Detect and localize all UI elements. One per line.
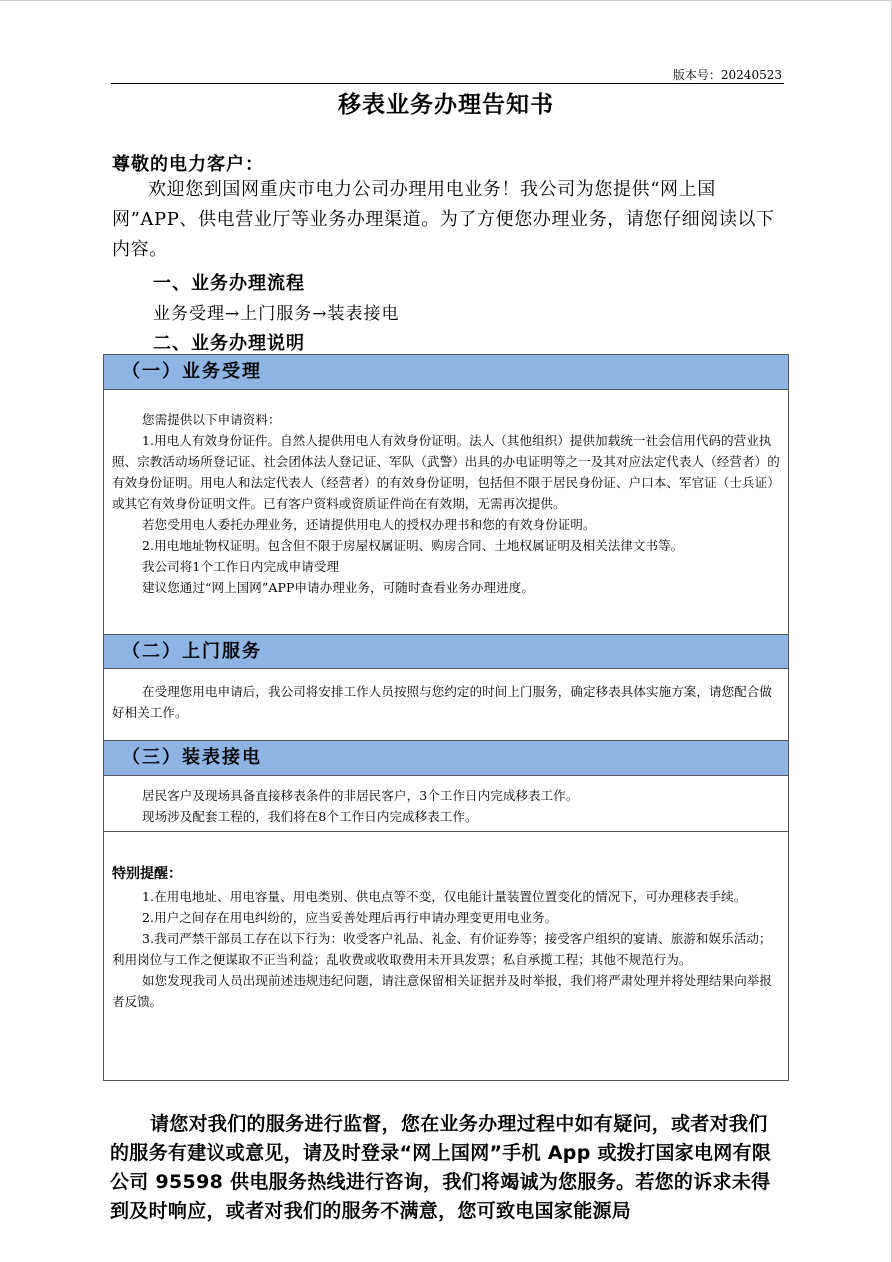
section-explain-heading: 二、业务办理说明 bbox=[153, 333, 305, 354]
closing-paragraph: 请您对我们的服务进行监督，您在业务办理过程中如有疑问，或者对我们的服务有建议或意见，请及时登录“网上国网”手机 App 或拨打国家电网有限公司 95598 供电服务热线进行咨询，我们将竭诚为您服务。若您的诉求未得到及时响应，或者对我们的服务不满意，您可致电国家能源局 bbox=[110, 1113, 772, 1222]
acceptance-intro: 您需提供以下申请资料： bbox=[142, 412, 281, 427]
acceptance-content bbox=[112, 409, 784, 598]
reminder-item-2: 2.用户之间存在用电纠纷的，应当妥善处理后再行申请办理变更用电业务。 bbox=[142, 910, 558, 925]
meter-install-project: 现场涉及配套工程的，我们将在8个工作日内完成移表工作。 bbox=[142, 809, 478, 824]
document-title: 移表业务办理告知书 bbox=[338, 91, 554, 118]
reminder-item-1: 1.在用电地址、用电容量、用电类别、供电点等不变，仅电能计量装置位置变化的情况下，可办理移表手续。 bbox=[142, 889, 747, 904]
meter-install-header: （三）装表接电 bbox=[104, 740, 788, 776]
process-flow: 业务受理→上门服务→装表接电 bbox=[153, 304, 400, 324]
onsite-service-text: 在受理您用电申请后，我公司将安排工作人员按照与您约定的时间上门服务，确定移表具体实施方案，请您配合做好相关工作。 bbox=[112, 684, 773, 720]
header-rule bbox=[111, 83, 784, 84]
reminder-item-3: 3.我司严禁干部员工存在以下行为：收受客户礼品、礼金、有价证券等；接受客户组织的宴请、旅游和娱乐活动；利用岗位与工作之便谋取不正当利益；乱收费或收取费用未开具发票；私自承揽工程；其他不规范行为。 bbox=[112, 931, 772, 967]
intro-paragraph: 欢迎您到国网重庆市电力公司办理用电业务！我公司为您提供“网上国网”APP、供电营业厅等业务办理渠道。为了方便您办理业务，请您仔细阅读以下内容。 bbox=[112, 179, 775, 260]
reminder-title: 特别提醒： bbox=[112, 866, 182, 882]
acceptance-proxy-note: 若您受用电人委托办理业务，还请提供用电人的授权办理书和您的有效身份证明。 bbox=[142, 517, 596, 532]
meter-install-residential: 居民客户及现场具备直接移表条件的非居民客户，3个工作日内完成移表工作。 bbox=[142, 788, 579, 803]
acceptance-suggestion: 建议您通过“网上国网”APP申请办理业务，可随时查看业务办理进度。 bbox=[142, 580, 534, 595]
reminder-report: 如您发现我司人员出现前述违规违纪问题，请注意保留相关证据并及时举报，我们将严肃处理并将处理结果向举报者反馈。 bbox=[112, 973, 773, 1009]
onsite-service-header: （二）上门服务 bbox=[104, 634, 788, 669]
section-process-heading: 一、业务办理流程 bbox=[153, 273, 305, 294]
meter-install-content bbox=[112, 785, 784, 827]
acceptance-timeline: 我公司将1个工作日内完成申请受理 bbox=[142, 559, 340, 574]
instructions-table bbox=[103, 354, 789, 1081]
reminder-content bbox=[112, 886, 784, 1012]
acceptance-item-1: 1.用电人有效身份证件。自然人提供用电人有效身份证明。法人（其他组织）提供加载统一社会信用代码的营业执照、宗教活动场所登记证、社会团体法人登记证、军队（武警）出具的办电证明等之一及其对应法定代表人（经营者）的有效身份证明。用电人和法定代表人（经营者）的有效身份证明，包括但不限于居民身份证、户口本、军官证（士兵证）或其它有效身份证明文件。已有客户资料或资质证件尚在有效期，无需再次提供。 bbox=[112, 433, 780, 511]
greeting: 尊敬的电力客户： bbox=[112, 154, 264, 175]
page-edge-top bbox=[0, 0, 892, 1]
acceptance-item-2: 2.用电地址物权证明。包含但不限于房屋权属证明、购房合同、土地权属证明及相关法律文书等。 bbox=[142, 538, 684, 553]
acceptance-header: （一）业务受理 bbox=[104, 354, 788, 390]
version-number: 版本号：20240523 bbox=[672, 68, 782, 82]
reminder-divider bbox=[104, 831, 788, 832]
onsite-service-content bbox=[112, 681, 784, 723]
